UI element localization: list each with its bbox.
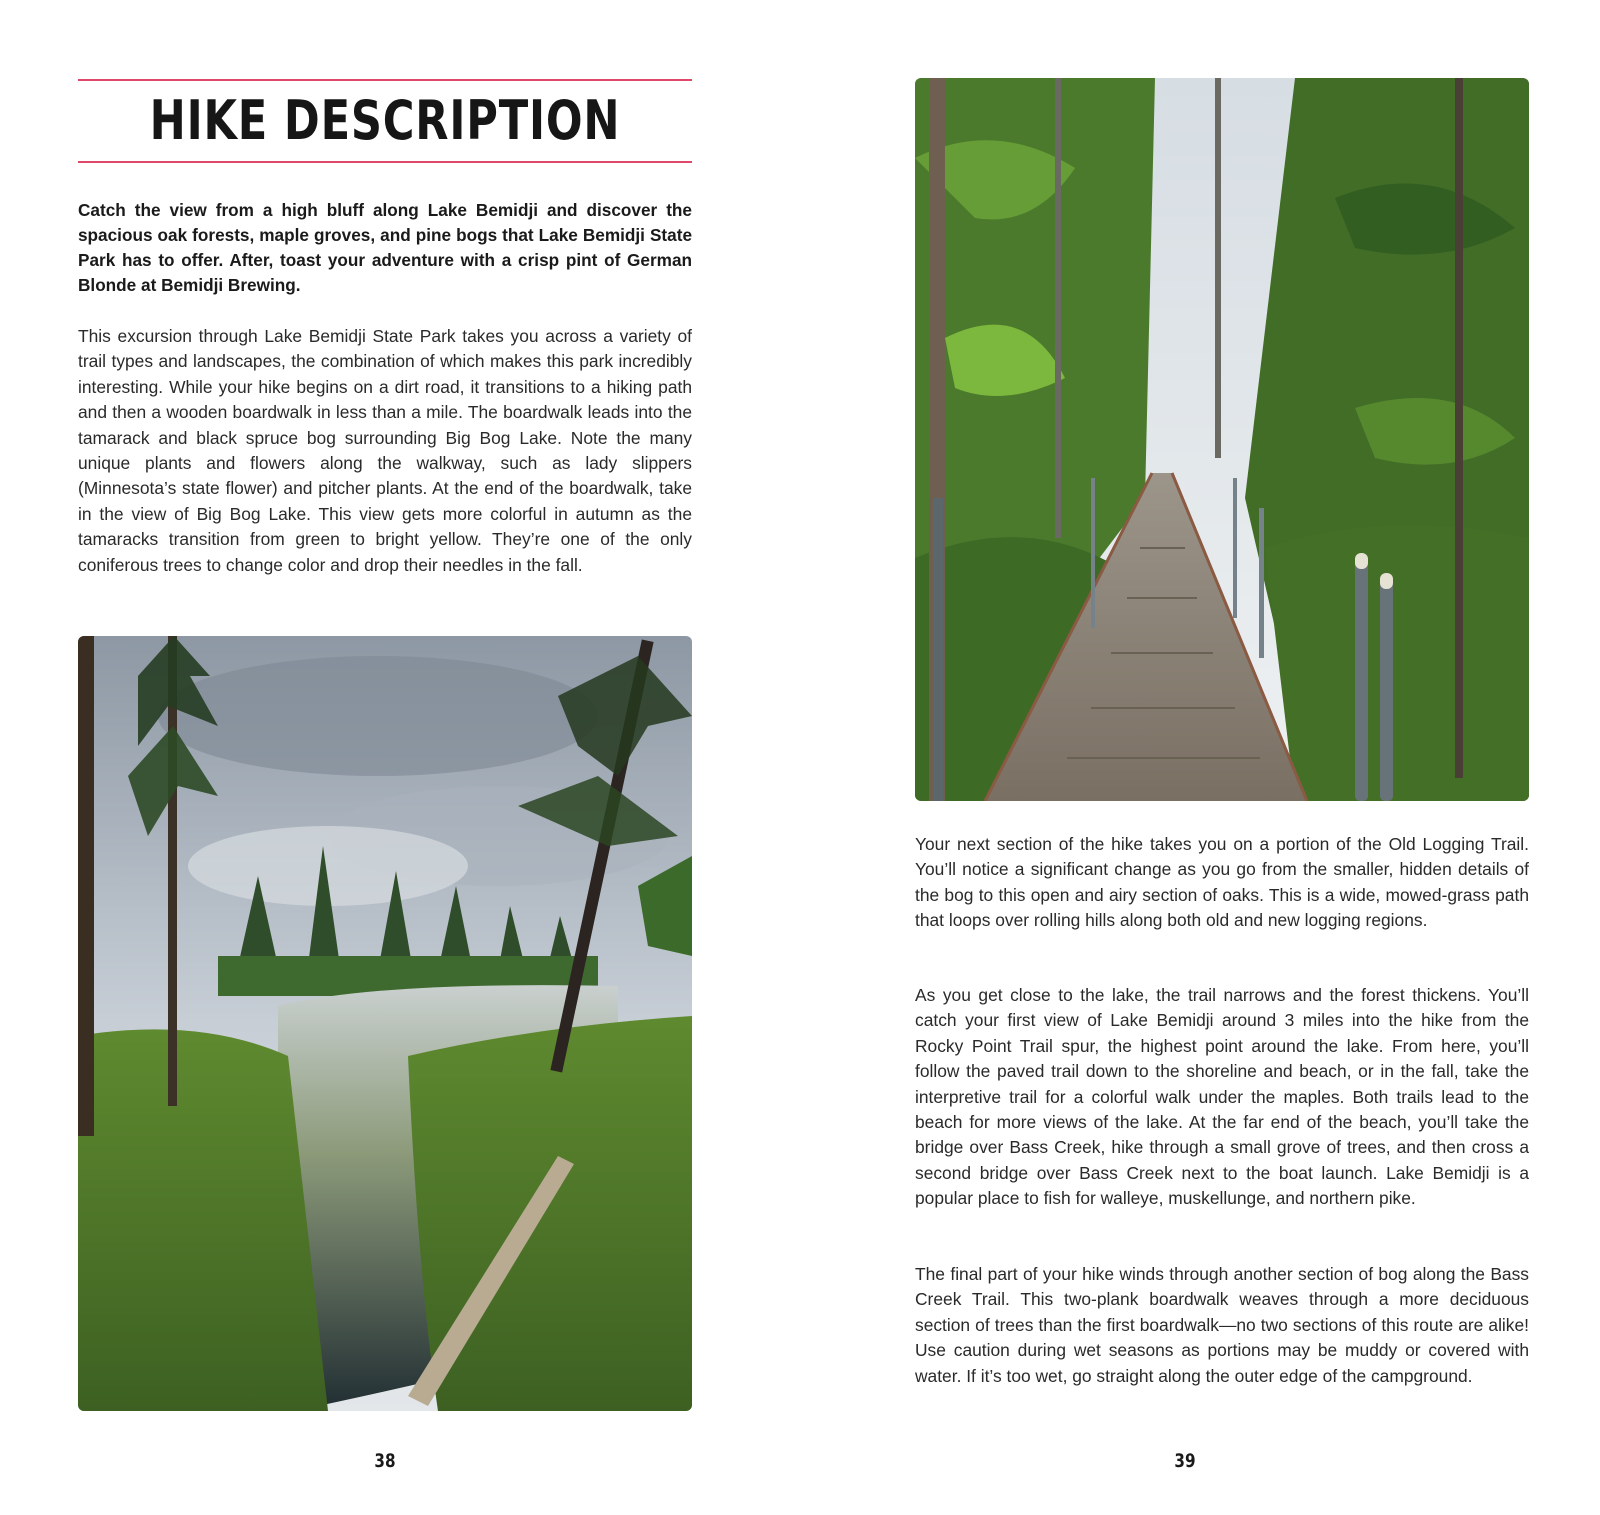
bog-lake-image bbox=[78, 636, 692, 1411]
body-paragraph: Your next section of the hike takes you on a portion of the Old Logging Trail. You’ll notice a significant change as you go from the smaller, hidden details of the bog to this open and airy section of oaks. This is a wide, mowed-grass path that loops over rolling hills along both old and new logging regions. bbox=[915, 834, 1529, 931]
heading-top-rule bbox=[78, 79, 692, 81]
bog-lake-photo bbox=[78, 636, 692, 1411]
body-paragraph: This excursion through Lake Bemidji State Park takes you across a variety of trail types and landscapes, the combination of which makes this park incredibly interesting. While your hike begins on a dirt road, it transitions to a hiking path and then a wooden boardwalk in less than a mile. The boardwalk leads into the tamarack and black spruce bog surrounding Big Bog Lake. Note the many unique plants and flowers along the walkway, such as lady slippers (Minnesota’s state flower) and pitcher plants. At the end of the boardwalk, take in the view of Big Bog Lake. This view gets more colorful in autumn as the tamaracks transition from green to bright yellow. They’re one of the only coniferous trees to change color and drop their needles in the fall. bbox=[78, 326, 692, 575]
page-number: 38 bbox=[374, 1450, 396, 1472]
page-title: HIKE DESCRIPTION bbox=[149, 89, 621, 152]
body-paragraph: As you get close to the lake, the trail narrows and the forest thickens. You’ll catch your first view of Lake Bemidji around 3 miles into the hike from the Rocky Point Trail spur, the highest point around the lake. From here, you’ll follow the paved trail down to the shoreline and beach, or in the fall, take the interpretive trail for a colorful walk under the maples. Both trails lead to the beach for more views of the lake. At the far end of the beach, you’ll take the bridge over Bass Creek, hike through a small grove of trees, and then cross a second bridge over Bass Creek next to the boat launch. Lake Bemidji is a popular place to fish for walleye, muskellunge, and northern pike. bbox=[915, 985, 1529, 1209]
right-page bbox=[800, 0, 1600, 1515]
boardwalk-image bbox=[915, 78, 1529, 801]
body-paragraph: The final part of your hike winds through another section of bog along the Bass Creek Trail. This two-plank boardwalk weaves through a more deciduous section of trees than the first boardwalk—no two sections of this route are alike! Use caution during wet seasons as portions may be muddy or covered with water. If it’s too wet, go straight along the outer edge of the campground. bbox=[915, 1264, 1529, 1386]
intro-paragraph: Catch the view from a high bluff along Lake Bemidji and discover the spacious oak forests, maple groves, and pine bogs that Lake Bemidji State Park has to offer. After, toast your adventure with a crisp pint of German Blonde at Bemidji Brewing. bbox=[78, 200, 692, 295]
section-heading bbox=[78, 79, 692, 163]
page-number: 39 bbox=[1174, 1450, 1196, 1472]
boardwalk-photo bbox=[915, 78, 1529, 801]
heading-bottom-rule bbox=[78, 161, 692, 163]
